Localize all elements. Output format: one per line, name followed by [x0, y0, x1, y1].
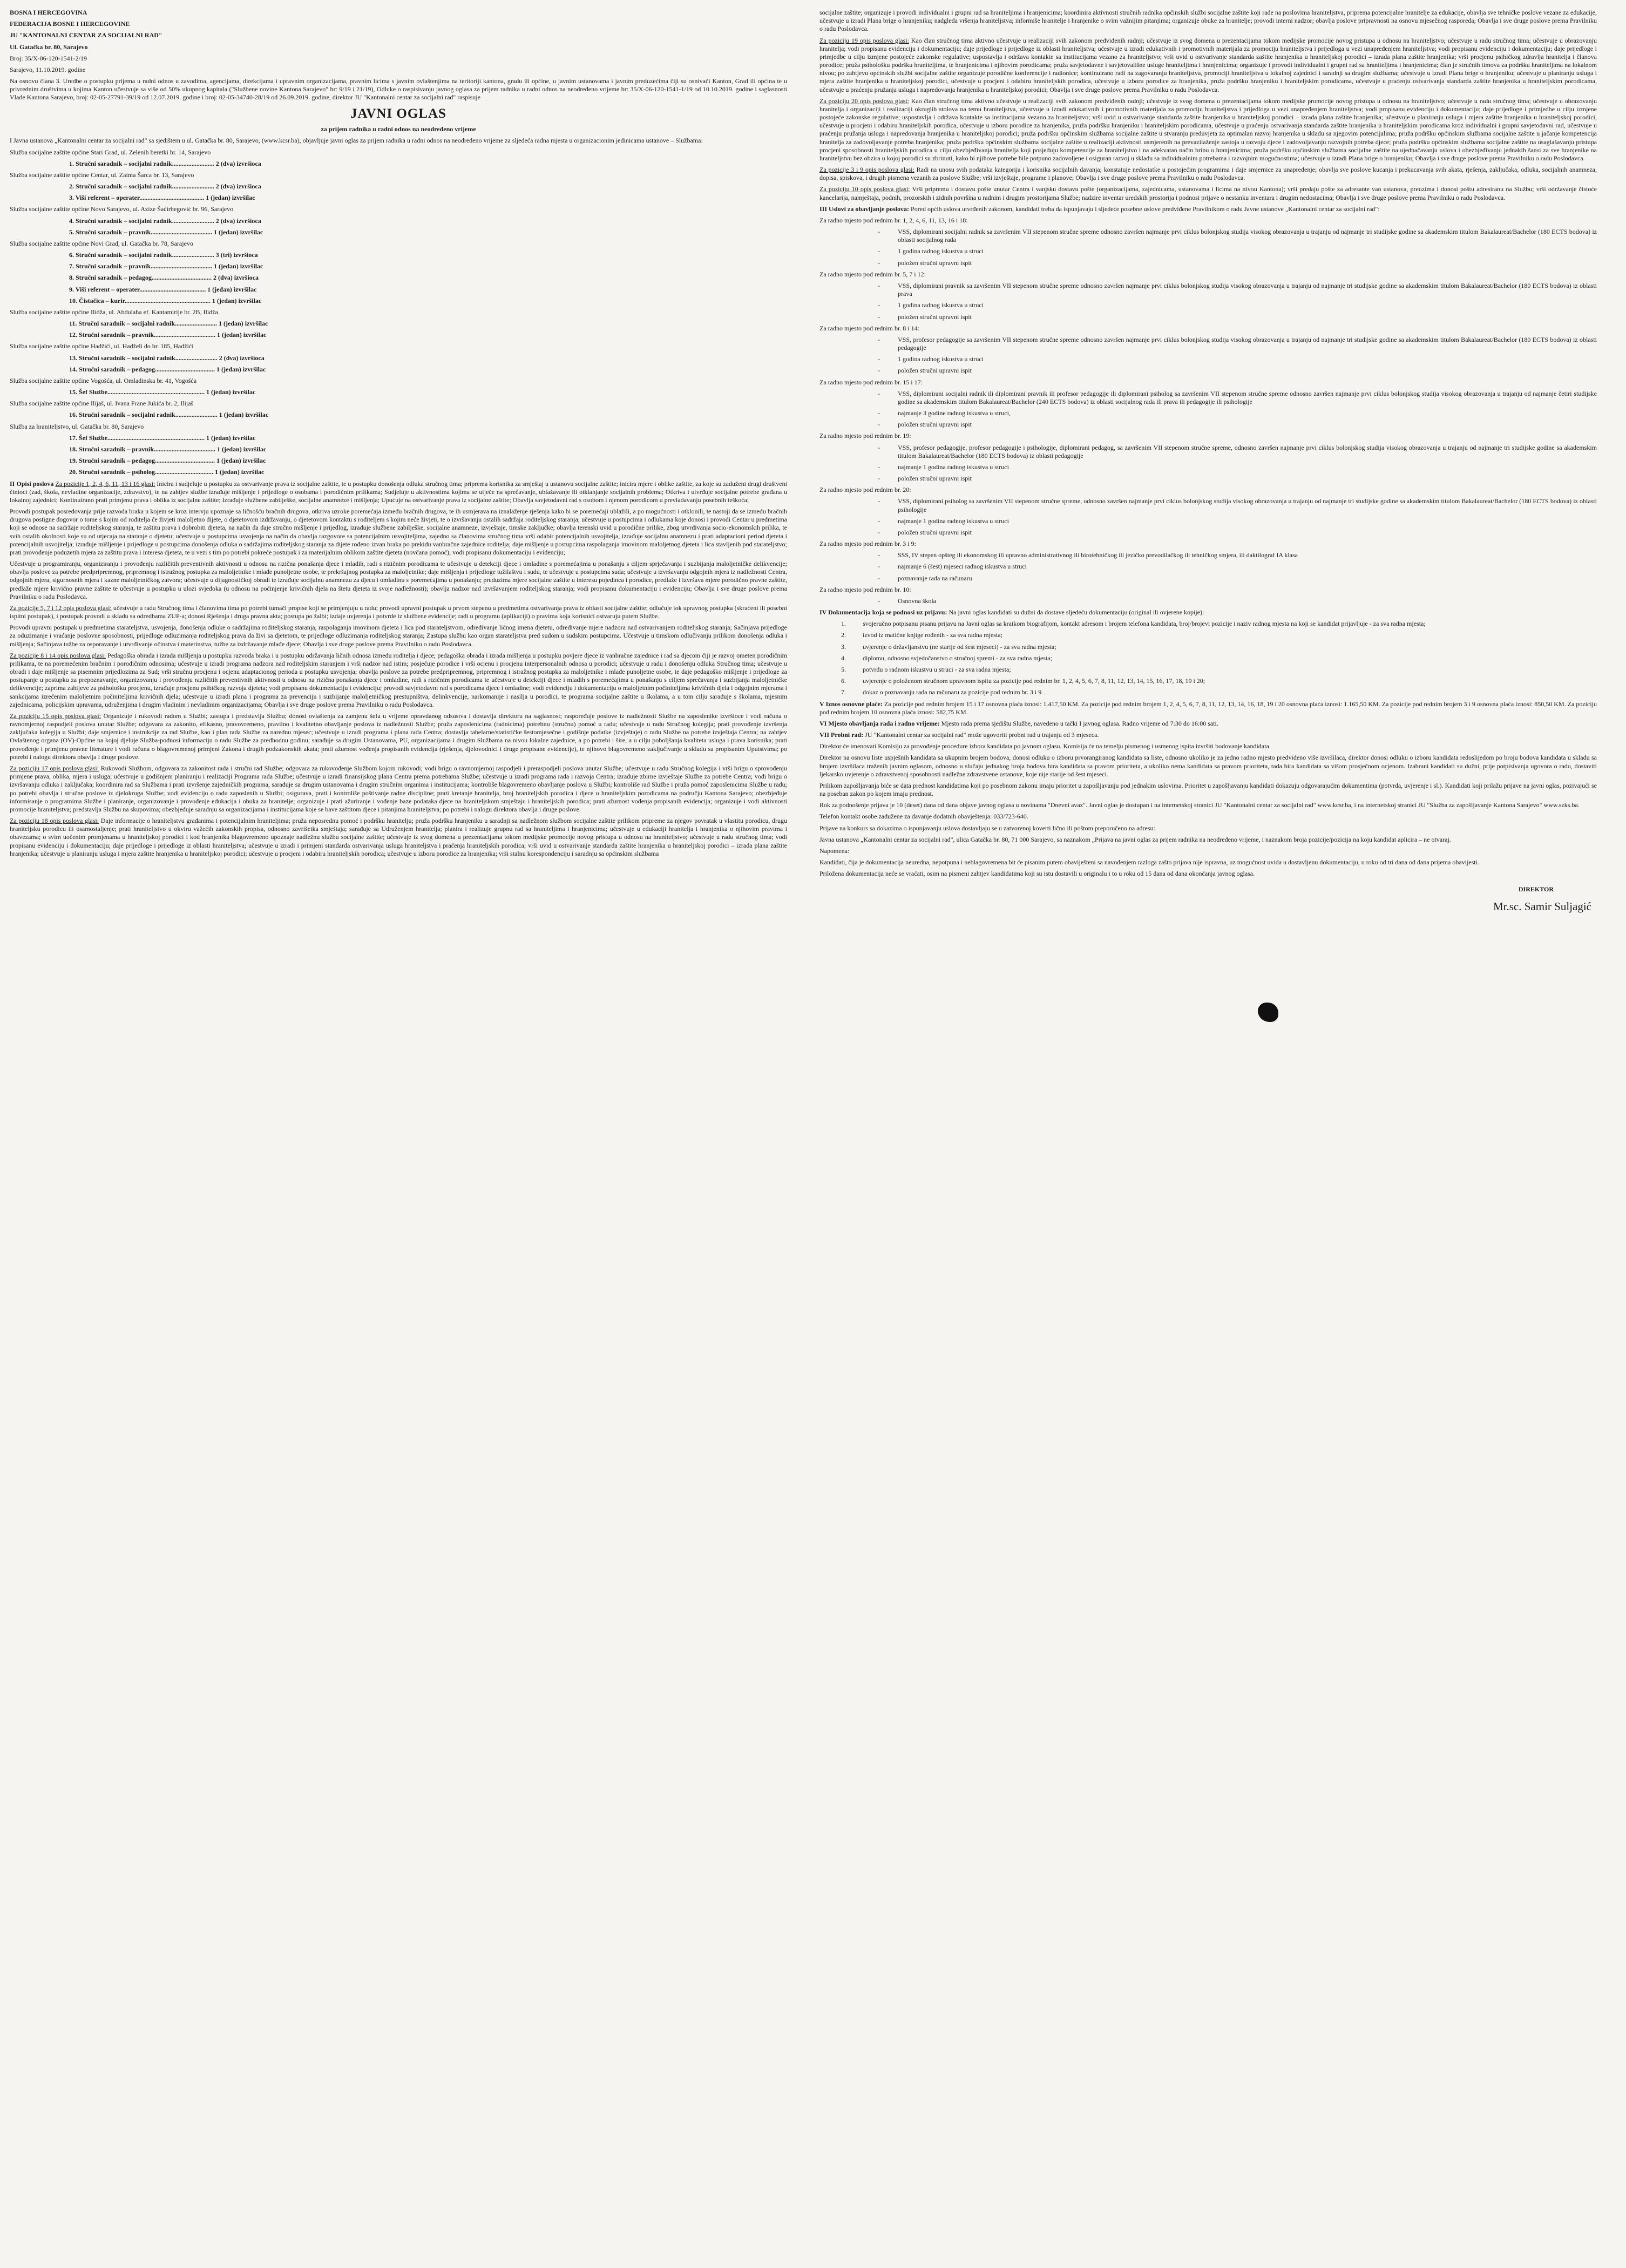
position-item: 16. Stručni saradnik – socijalni radnik.......................... 1 (jedan) izvršilac	[69, 411, 269, 419]
header-line: Ul. Gatačka br. 80, Sarajevo	[10, 43, 88, 51]
description-paragraph	[10, 604, 787, 620]
requirement-item: - najmanje 3 godine radnog iskustva u struci,	[819, 409, 1597, 417]
requirement-item: - VSS, profesor pedagogije sa završenim VII stepenom stručne spreme odnosno završen najmanje prvi ciklus bolonjskog studija visokog obrazovanja u trajanju od najmanje tri studijske godine sa akademskim titulom Bakalaureat/Bachelor (180 ECTS bodova) iz oblasti pedagogije	[819, 336, 1597, 352]
document-text: dokaz o poznavanju rada na računaru za pozicije pod rednim br. 3 i 9.	[863, 688, 1044, 696]
position-item: 20. Stručni saradnik – psiholog.................................... 1 (jedan) izvršilac	[69, 468, 265, 476]
office-name: Služba za hraniteljstvo, ul. Gatačka br. 80, Sarajevo	[10, 422, 144, 430]
requirement-item: - položen stručni upravni ispit	[819, 529, 1597, 537]
position-heading: Za pozicije 5, 7 i 12 opis poslova glasi:	[10, 604, 112, 612]
intro-paragraph: Na osnovu člana 3. Uredbe o postupku prijema u radni odnos u zavodima, agencijama, direkcijama i upravnim organizacijama, pravnim licima s javnim ovlaštenjima na teritoriji kantona, gradu ili općine, u javnim ustanovama i javnim preduzećima čiji su osnivači Kanton, Grad ili općina te u privrednim društvima u kojima Kanton učestvuje sa više od 50% ukupnog kapitala ("Službene novine Kantona Sarajevo" br: 9/19 i 21/19), Odluke o raspisivanju javnog oglasa za prijem radnika u radni odnos na neodređeno vrijeme br: 35/X-06-120-1541-1/19 od 10.10.2019. godine i saglasnosti Vlade Kantona Sarajevo, broj: 02-05-27791-39/19 od 12.07.2019. godine i broj: 02-05-34740-28/19 od 26.09.2019. godine, direktor JU "Kantonalni centar za socijalni rad" raspisuje	[10, 77, 787, 101]
description-paragraph	[819, 185, 1597, 201]
requirement-heading: Za radno mjesto pod rednim br. 10:	[819, 585, 911, 593]
position-item: 3. Viši referent – operater........................................ 1 (jedan) izvršilac	[69, 194, 255, 202]
salary-paragraph	[819, 700, 1597, 716]
salary-text: Za pozicije pod rednim brojem 15 i 17 osnovna plaća iznosi: 1.417,50 KM. Za pozicije pod rednim brojem 1, 2, 4, 5, 6, 7, 8, 11, 12, 13, 14, 16, 18, 19 i 20 osnovna plaća iznosi: 1.165,50 KM. Za pozicije pod rednim brojem 3 i 9 osnovna plaća iznosi: 850,50 KM. Za poziciju pod rednim brojem 10 osnovna plaća iznosi: 582,75 KM.	[819, 700, 1597, 716]
page-title: JAVNI OGLAS	[350, 106, 446, 121]
office-name: Služba socijalne zaštite općine Vogošća, ul. Omladinska br. 41, Vogošća	[10, 376, 197, 384]
document-number: 5.	[841, 666, 846, 673]
header-line: BOSNA I HERCEGOVINA	[10, 9, 87, 16]
description-paragraph	[10, 560, 787, 601]
requirement-item: - poznavanje rada na računaru	[819, 574, 1597, 583]
description-text: Provodi postupak posredovanja prije razvoda braka u kojem se kroz intervju upoznaje sa ličnošću bračnih drugova, otkriva uzroke poremećaja između bračnih drugova, te ih usmjerava na iznalaženje rješenja kako bi se poremećaji ublažili, a po mogućnosti i otklonili, te nastoji da se između bračnih drugova postigne dogovor o tome s kojim od roditelja će živjeti maloljetno dijete, o djetetovom izdržavanju, o djetetovom kontaktu s roditeljem s kojim neće živjeti, te o izvršavanju ostalih sadržaja roditeljskog staranja; učestvuje u postupcima i odlukama koje donosi i provodi Centar u predmetima koji se odnose na sadržaje roditeljskog staranja, te zaštitu prava i dobrobiti djeteta, na način da daje stručno mišljenje i prijedlog, izrađuje službene zabilješke, socijalne anamneze, izvještaje, timske zaključke; obavlja terenski uvid u porodične prilike, zbog utvrđivanja socio-ekonomskih prilika, te svih ostalih okolnosti koje su od utjecaja na staranje o djetetu; učestvuje u postupcima usvojenja na način da obavlja razgovore sa potencijalnim usvojiteljima, zajedno sa članovima stručnog tima vrši odabir potencijalnih usvojitelja, izrađuje socijalnu anamnezu i prati adaptacioni period djeteta i potencijalnih usvojitelja; izrađuje mišljenje i prijedloge u postupcima donošenja odluka o sadržajima roditeljskog staranja za dijete rođeno izvan braka po prekidu vanbračne zajednice roditelja; daje mišljenje u postupcima raspolaganja imovinom maloljetnog djeteta i lica stavljenih pod starateljstvo; prati provođenje poduzetih mjera za zaštitu prava i interesa djeteta, te u vezi s tim po potrebi pokreće postupak i za materijalnim oblikom zaštite djeteta (novčana pomoć); vodi propisanu dokumentaciju i evidenciju;	[10, 507, 787, 556]
position-item: 4. Stručni saradnik – socijalni radnik.......................... 2 (dva) izvršioca	[69, 216, 261, 225]
office-name: Služba socijalne zaštite općine Centar, ul. Zaima Šarca br. 13, Sarajevo	[10, 171, 194, 179]
position-item: 14. Stručni saradnik – pedagog..................................... 1 (jedan) izvršilac	[69, 365, 266, 373]
position-item: 19. Stručni saradnik – pedagog..................................... 1 (jedan) izvršilac	[69, 457, 266, 465]
position-item: 11. Stručni saradnik – socijalni radnik.......................... 1 (jedan) izvršilac	[69, 320, 268, 328]
description-paragraph	[819, 9, 1597, 33]
header-line: JU "KANTONALNI CENTAR ZA SOCIJALNI RAD"	[10, 31, 162, 39]
description-text: Pedagoška obrada i izrada mišljenja u postupku razvoda braka i u postupku održavanja ličnih odnosa između roditelja i djece; pedagoška obrada i izrada mišljenja u postupku povjere djece iz vanbračne zajednice i rad sa djecom čiji je razvoj ometen porodičnim prilikama, te na poremećenim bračnim i porodičnim odnosima; učestvuje u izradi programa nadzora nad roditeljskim staranjem i vrši nadzor nad istim; posjećuje porodice i vrši ocjenu i procjenu interpersonalnih odnosa u porodici; učestvuje u radu i donošenju odluka Stručnog tima; učestvuje u obradi i daje mišljenje sa pisemnim prijedlozima za Sud; vrši stručnu procjenu i ocjenu adaptacionog perioda u postupku usvojenja; obavlja poslove za potrebe predpripremnog, pripremnog i istražnog postupka za maloljetnike i mlađe punoljetne osobe, te daje pedagoško mišljenje i prijedloge za postupanje u postupku za prepoznavanje, organizovanju i provođenju različitih preventivnih aktivnosti u odnosu na rizična ponašanja djece i omladine, radi s rizičnim porodicama te učestvuje u detekciji djece i mladih s poremećajima u ponašanju s ciljem sprečavanja i suzbijanja maloljetničke delikvencije; zaprima zahtjeve za psihološku procjenu, izrađuje procjenu psihičkog razvoja djeteta; vodi propisanu dokumentaciju i evidenciju; provodi savjetodavni rad s porodicama djece i omladine; vodi evidenciju i dokumentaciju o maloljetnim počiniteljima krivičnih djela i odgojnim mjerama i sankcijama izrečenim maloljetnim počiniteljima krivičnih djela; učestvuje u izradi plana i programa za prevenciju i suzbijanje maloljetničkog prestupništva, delinkvencije, narkomanije i nasilja u porodici, te programa socijalne zaštite u školama, a u tom cilju sarađuje s školama, mjesnim zajednicama, policijskim upravama, udruženjima i drugim vladinim i nevladinim organizacijama; Obavlja i sve druge poslove prema Pravilniku o radu Poslodavca.	[10, 651, 787, 708]
description-paragraph	[819, 37, 1597, 94]
description-text: Rukovodi Službom, odgovara za zakonitost rada i stručni rad Službe; odgovara za rukovođenje Službom kojom rukovodi; vodi brigu o ravnomjernoj raspodjeli i preraspodjeli poslova unutar Službe; učestvuje u radu Stručnog kolegija i vrši brigu o sprovođenju primjene prava, oblika, mjera i usluga; učestvuje u godišnjem planiranju i realizaciji Programa rada Službe; učestvuje u izradi finansijskog plana Centra prema potrebama Službe; učestvuje u izradi programa rada i razvoja Centra; izrađuje zbirne izvještaje Službe za potrebe Centra; vodi brigu o izvršavanju odluka i zaključaka; koordinira rad sa Službama i prati izvršenje zajedničkih programa, sarađuje sa drugim ustanovama i drugim stručnim organima i institucijama; kontroliše blagovremeno obavljanje poslova u Službi; kontroliše rad Službe i pruža pomoć zaposlenicima Službe u radu; po potrebi obavlja i stručne poslove iz djelokruga Službe; vodi evidenciju o radu zaposlenih u Službi; osigurava, prati i kontroliše poštivanje radne discipline; prati kretanje hranitelja, broj hraniteljskih porodica i djece u hraniteljskim porodicama na području Kantona Sarajevo; obezbjeđuje informisanje o programima Službe i planiranje, organizovanje i provođenje edukacija i obuka za hranitelje; organizuje i prati ažuriranje i vođenje baze podataka djece na hraniteljskom smještaju i hraniteljskih porodica; prati ažurnost vođenja propisanih evidencija; organizuje i vodi aktivnosti promocije hraniteljstva; predstavlja Službu na skupovima; obezbjeđuje saradnju sa organizacijama i institucijama koje se bave zaštitom djece i pitanjima hraniteljstva; po potrebi i nalogu direktora obavlja i druge poslove.	[10, 764, 788, 813]
document-number: 1.	[841, 620, 846, 628]
closing-paragraph: Rok za podnošenje prijava je 10 (deset) dana od dana objave javnog oglasa u novinama "Dnevni avaz". Javni oglas je dostupan i na internetskoj stranici JU "Kantonalni centar za socijalni rad" www.kcsr.ba, i na internetskoj stranici JU "Služba za zapošljavanje Kantona Sarajevo" www.szks.ba.	[819, 801, 1580, 809]
document-date: Sarajevo, 11.10.2019. godine	[10, 65, 86, 73]
position-heading: Za poziciju 10 opis poslova glasi:	[819, 185, 910, 193]
position-item: 18. Stručni saradnik – pravnik...................................... 1 (jedan) izvršilac	[69, 445, 267, 453]
requirement-item: - 1 godina radnog iskustva u struci	[819, 355, 1597, 363]
requirement-heading: Za radno mjesto pod rednim br. 19:	[819, 432, 911, 440]
conditions-text: Pored općih uslova utvrđenih zakonom, kandidati treba da ispunjavaju i sljedeće posebne uslove predviđene Pravilnikom o radu Javne ustanove „Kantonalni centar za socijalni rad":	[911, 205, 1380, 213]
description-text: Učestvuje u programiranju, organiziranju i provođenju različitih preventivnih aktivnosti u odnosu na rizična ponašanja djece i mladih, radi s rizičnim porodicama te učestvuje u detekciji djece i omladine s poremećajima u ponašanju s ciljem sprječavanja i suzbijanja maloljetničke delikvencije; obavlja poslove za potrebe predpripremnog, pripremnog i istražnog postupka za maloljetnike i mlađe punoljetne osobe, te prekršajnog postupka za maloljetnike; daje mišljenja i prijedloge tužilaštvu i sudu, te učestvuje u postupcima suda; učestvuje u izvršavanju odgojnih mjera iz nadležnosti Centra, odgojnih mjera, sigurnosnih mjera i kazne maloljetničkog zatvora; učestvuje u dijagnostičkoj obradi te izrađuje socijalnu anamnezu za djecu i omladinu s poremećajima u ponašanju; preduzima mjere socijalne zaštite u interesu pojedinca i porodice, predlaže i izvršava mjere porodično pravne zaštite, predlaže mjere krivično pravne zaštite te učestvuje u postupku u ulozi svjedoka (u odnosu na počinjenje krivičnih djela na štetu djeteta iz svoje nadležnosti); obavlja nadzor nad izvršavanjem roditeljskog staranja; vodi propisanu dokumentaciju i evidenciju; Obavlja i sve druge poslove prema Pravilniku o radu Poslodavca.	[10, 560, 787, 600]
description-paragraph	[10, 652, 787, 709]
description-paragraph	[10, 480, 787, 505]
closing-paragraph: Telefon kontakt osobe zadužene za davanje dodatnih obavještenja: 033/723-640.	[819, 813, 1028, 821]
documents-list	[819, 620, 1597, 696]
position-item: 12. Stručni saradnik – pravnik...................................... 1 (jedan) izvršilac	[69, 331, 267, 339]
requirement-item: - VSS, diplomirani socijalni radnik sa završenim VII stepenom stručne spreme odnosno završen najmanje prvi ciklus bolonjskog studija visokog obrazovanja u trajanju od najmanje tri studijske godine sa akademskim titulom Bakalaureat/Bachelor (180 ECTS bodova) iz oblasti socijalnog rada	[819, 228, 1597, 244]
probation-text: JU "Kantonalni centar za socijalni rad" može ugovoriti probni rad u trajanju od 3 mjeseca.	[865, 731, 1099, 739]
requirement-item: - VSS, profesor pedagogije, profesor pedagogije i psihologije, diplomirani pedagog, sa završenim VII stepenom stručne spreme, odnosno završen najmanje prvi ciklus bolonjskog studija visokog obrazovanja u trajanju od najmanje tri studijske godine sa akademskim titulom Bakalaureat/Bachelor (180 ECTS bodova) iz oblasti pedagogije	[819, 444, 1597, 460]
documents-intro	[819, 608, 1597, 617]
requirement-heading: Za radno mjesto pod rednim br. 5, 7 i 12:	[819, 270, 926, 278]
workplace-text: Mjesto rada prema sjedištu Službe, navedeno u tački I javnog oglasa. Radno vrijeme od 7:30 do 16:00 sati.	[941, 719, 1218, 727]
page-subtitle: za prijem radnika u radni odnos na neodređeno vrijeme	[321, 125, 476, 133]
description-text: učestvuje u radu Stručnog tima i članovima tima po potrebi tumači propise koji se primjenjuju u radu; provodi upravni postupak u prvom stepenu u predmetima ostvarivanja prava iz oblasti socijalne zaštite; odlučuje tok upravnog postupka (skraćeni ili posebni ispitni postupak), i postupak provodi u skladu sa odredbama ZUP-a; donosi Rješenja i druga pravna akta; postupa po žalbi; izdaje uvjerenja i potvrde iz službene evidencije; radi u programu (aplikaciji) o pravima koja korisnici ostvaruju putem Službe.	[10, 604, 787, 620]
position-item: 10. Čistačica – kurir..................................................... 1 (jedan) izvršilac	[69, 296, 262, 304]
requirement-item: - SSS, IV stepen opšteg ili ekonomskog ili upravno administrativnog ili birotehničkog ili jezičko prevodilačkog ili tehničkog smjera, ili daktilograf IA klasa	[819, 551, 1597, 559]
document-text: uvjerenje o položenom stručnom upravnom ispitu za pozicije pod rednim br. 1, 2, 4, 5, 6, 7, 8, 11, 12, 13, 14, 15, 16, 17, 18, 19 i 20;	[863, 677, 1205, 685]
signature-block	[819, 885, 1597, 913]
requirement-item: - VSS, diplomirani pravnik sa završenim VII stepenom stručne spreme odnosno završen najmanje prvi ciklus bolonjskog studija visokog obrazovanja u trajanju od najmanje tri studijske godine sa akademskim titulom Bakalaureat/Bachelor (180 ECTS bodova) iz oblasti prava	[819, 282, 1597, 298]
closing-paragraph: Javna ustanova „Kantonalni centar za socijalni rad", ulica Gatačka br. 80, 71 000 Sarajevo, sa naznakom „Prijava na javni oglas za prijem radnika na neodređeno vrijeme, i naznakom broja pozicije/pozicija na koju kandidat aplicira – ne otvaraj.	[819, 835, 1451, 843]
conditions-heading: III Uslovi za obavljanje poslova:	[819, 205, 910, 213]
office-name: Služba socijalne zaštite općine Stari Grad, ul. Zelenih beretki br. 14, Sarajevo	[10, 148, 211, 156]
position-item: 9. Viši referent – operater......................................... 1 (jedan) izvršilac	[69, 285, 257, 293]
position-item: 17. Šef Službe............................................................ 1 (jedan) izvršilac	[69, 434, 256, 442]
document-item	[819, 620, 1597, 628]
position-heading: Za poziciju 19 opis poslova glasi:	[819, 36, 909, 44]
description-text: socijalne zaštite; organizuje i provodi individualni i grupni rad sa hraniteljima i hranjenicima; koordinira aktivnosti stručnih radnika općinskih službi socijalne zaštite koji rade na poslovima hraniteljstva, priprema potencijalne hranitelje za edukacije, obavlja sve tehničke poslove vezane za edukacije, učestvuje u izradi Plana brige o hranjeniku; nadgleda vršenja hraniteljstva; informiše hranitelje i hranjenike o svim važnijim pitanjima; organizuje obuke za hranitelje; provodi interni nadzor; obavlja poslove pripravnosti na osnovu mjesečnog rasporeda; Obavlja i sve druge poslove prema Pravilniku o radu Poslodavca.	[819, 9, 1597, 33]
document-text: izvod iz matične knjige rođenih - za sva radna mjesta;	[863, 631, 1002, 639]
documents-text: Na javni oglas kandidati su dužni da dostave sljedeću dokumentaciju (original ili ovjerene kopije):	[948, 608, 1204, 617]
description-text: Organizuje i rukovodi radom u Službi; zastupa i predstavlja Službu; donosi ovlaštenja za zamjenu šefa u vrijeme opravdanog odsustva i dostavlja direktoru na saglasnost; raspoređuje poslove iz nadležnosti Službe na zaposlenike izvršioce i vodi računa o ravnomjernoj raspodjeli poslova unutar Službe; odgovara za zakonito, efikasno, pravovremeno, pravilno i kvalitetno obavljanje poslova iz nadležnosti Službe; pruža zaposlenicima (radnicima) potrebnu (stručnu) pomoć u radu; učestvuje u radu Stručnog kolegija; prati provođenje izvršenja zaključaka kolegija u Službi; daje smjernice i instrukcije za rad Službe, kao i plan rada Službe za narednu mjesec; učestvuje u izradi programa i plana rada Centra; dostavlja tabelarne/statističke šestomjesečne i godišnje podatke (izvještaje) o radu Službe na potrebe izvještaja Centra; na zahtjev Ovlaštenog organa (OV)-Općine na kojoj djeluje Služba-podnosi informaciju o radu Službe za predhodnu godinu; sarađuje sa drugim Ustanovama, PU, organizacijama i drugim Službama na nivou lokalne zajednice, a po potrebi i šire, a u cilju poboljšanja kvaliteta usluga i prava korisnika; prati provođenje i primjenu pravne literature i vodi računa o blagovremenoj primjeni Zakona i drugih podzakonskih akata; prati ažurnost vođenja propisanih evidencija (rješenja, djelovodnici i druge propisane evidencije), te njihovo blagovremeno zaključivanje u skladu sa propisanim Uputstvima; po potrebi i nalogu direktora obavlja i druge poslove.	[10, 712, 788, 761]
office-name: Služba socijalne zaštite općine Hadžići, ul. Hadželi do br. 185, Hadžići	[10, 342, 194, 350]
conditions-list	[819, 216, 1597, 605]
closing-paragraph: Prijave na konkurs sa dokazima o ispunjavanju uslova dostavljaju se u zatvorenoj koverti lično ili poštom preporučeno na adresu:	[819, 824, 1155, 832]
position-item: 5. Stručni saradnik – pravnik...................................... 1 (jedan) izvršilac	[69, 228, 263, 236]
office-name: Služba socijalne zaštite općine Ilidža, ul. Abdulaha ef. Kantamirije br. 2B, Ilidža	[10, 308, 218, 316]
requirement-heading: Za radno mjesto pod rednim br. 20:	[819, 486, 911, 494]
position-heading: Za poziciju 20 opis poslova glasi:	[819, 97, 909, 105]
requirement-item: - položen stručni upravni ispit	[819, 367, 1597, 375]
description-text: Daje informacije o hraniteljstvu građanima i potencijalnim hraniteljima; pruža neposrednu pomoć i podršku hranitelju; pruža podršku hranjeniku u saradnji sa nadležnom službom socijalne zaštite prilikom pripreme za njegov povratak u vlastitu porodicu, drugu hraniteljsku porodicu ili osamostaljenje; prati hraniteljstvo u okviru važećih zakonskih propisa, odnosno zavrišetka smještaja; sarađuje sa Udruženjem hranitelja; planira i realizuje grupnu rad sa hraniteljima i hranjenicima; učestvuje u edukaciji hranitelja i hranjenika o njihovim pravima i obavezama; o svim uočenim promjenama u hraniteljskoj porodici i kod hranjenika blagovremeno upoznaje nadležnu službu socijalne zaštite; učestvuje iz svog domena u prezentacijama tokom medijske promocije novog pristupa u odnosu na hraniteljstvo; učestvuje u radu stručnog tima; vodi propisanu evidenciju i dokumentaciju; daje prijedloge i prijedloge iz oblasti hraniteljstva; učestvuje u izradi i primjeni standarda ostvarivanja usluga hraniteljstva i praćenja hraniteljskih porodica; vrši uvid u ostvarivanje standarda zaštite hranjenika u hraniteljskoj porodici – izrada plana zaštite hranjenika; učestvuje u planiranju usluga i mjera zaštite hranjenika u hraniteljskoj porodici; učestvuje u procjeni i odabiru hraniteljskih porodica; učestvuje u izboru porodice za hranjenika; vrši stalnu korespondenciju i saradnju sa općinskim službama	[10, 817, 787, 857]
description-paragraph	[819, 97, 1597, 163]
position-item: 1. Stručni saradnik – socijalni radnik.......................... 2 (dva) izvršioca	[69, 159, 261, 167]
section-one-intro: I Javna ustanova „Kantonalni centar za socijalni rad" sa sjedištem u ul. Gatačka br. 80, Sarajevo, (www.kcsr.ba), objavljuje javni oglas za prijem radnika u radni odnos na neodređeno vrijeme za sljedeća radna mjesta u organizacionim jedinicama ustanove – Službama:	[10, 137, 703, 145]
requirement-heading: Za radno mjesto pod rednim br. 1, 2, 4, 6, 11, 13, 16 i 18:	[819, 216, 968, 224]
signature-name: Mr.sc. Samir Suljagić	[1493, 899, 1591, 913]
position-heading: Za poziciju 15 opis poslova glasi:	[10, 712, 101, 720]
workplace-heading: VI Mjesto obavljanja rada i radno vrijeme:	[819, 719, 940, 727]
section-heading: II Opisi poslova	[10, 479, 54, 488]
position-item: 15. Šef Službe............................................................ 1 (jedan) izvršilac	[69, 388, 256, 396]
signature-role: DIREKTOR	[1518, 885, 1554, 893]
position-item: 6. Stručni saradnik – socijalni radnik.......................... 3 (tri) izvršioca	[69, 251, 258, 259]
document-text: uvjerenje o državljanstvu (ne starije od šest mjeseci) - za sva radna mjesta;	[863, 642, 1056, 651]
document-item	[819, 666, 1597, 674]
position-heading: Za pozicije 3 i 9 opis poslova glasi:	[819, 166, 914, 174]
offices-list	[10, 148, 787, 477]
closing-paragraph: Direktor će imenovati Komisiju za provođenje procedure izbora kandidata po javnom oglasu. Komisija će na temelju pismenog i usmenog ispita izvršiti bodovanje kandidata.	[819, 742, 1271, 750]
conditions-intro	[819, 205, 1597, 213]
probation-paragraph	[819, 731, 1597, 739]
documents-heading: IV Dokumentacija koja se podnosi uz prijavu:	[819, 608, 947, 617]
document-item	[819, 677, 1597, 685]
document-text: diplomu, odnosno svjedočanstvo o stručnoj spremi - za sva radna mjesta;	[863, 654, 1052, 662]
description-paragraph	[10, 712, 787, 761]
requirement-item: - položen stručni upravni ispit	[819, 421, 1597, 429]
position-item: 8. Stručni saradnik – pedagog..................................... 2 (dva) izvršioca	[69, 274, 259, 282]
document-number: 3.	[841, 642, 846, 651]
requirement-item: - 1 godina radnog iskustva u struci	[819, 301, 1597, 309]
requirement-heading: Za radno mjesto pod rednim br. 15 i 17:	[819, 378, 923, 386]
requirement-heading: Za radno mjesto pod rednim br. 8 i 14:	[819, 324, 919, 332]
closing-paragraph: Prilikom zapošljavanja biće se data prednost kandidatima koji po posebnom zakonu imaju prioritet u zapošljavanju pod jednakim uslovima. Prioritet u zapošljavanju kandidati dokazuju odgovarajućim dokumentima (potvrda, uvjerenje i sl.). Kandidati koji prilažu prijave na javni oglas, pozivajući se na poseban zakon po kojem imaju prednost.	[819, 781, 1597, 798]
description-text: Kao član stručnog tima aktivno učestvuje u realizaciji svih zakonom predviđenih radnji; učestvuje iz svog domena u prezentacijama tokom medijske promocije novog pristupa u odnosu na hraniteljstvo; učestvuje u radu stručnog tima; učestvuje u obrazovanju hranitelja; vodi propisanu evidenciju i dokumentaciju; daje prijedloge i prijedloge iz oblasti hraniteljstva; učestvuje u izradi edukativnih i promotivnih materijala za promociju hraniteljstva i prijedloga u vezi unapređenjem hraniteljstva; vodi propisanu evidenciju i dokumentaciju; daje prijedloge i primjedbe u cilju izmjene postojeće zakonske regulative; uspostavlja i održava kontakte sa institucijama vezano za hraniteljstvo; vrši uvid u ostvarivanje standarda zaštite hranjenika u hraniteljskoj porodici – izrada plana zaštite hranjenika; vrši procjenu psihičkog zdravlja hranitelja i članova porodice; pruža psihološku podršku hraniteljima, te hranjenicima i njihovim porodicama; pruža savjetodavne i savjetovališne usluge hraniteljima i hranjenicima; organizuje i provodi individualni i grupni rad sa hraniteljima i hranjenicima; član je stručnih timova za podršku hraniteljima na lokalnom nivou; po zahtjevu općinskih službi socijalne zaštite organizuje porodične konferencije i radionice; kontinuirano radi na zagovaranju hraniteljstva, promociji hraniteljstva u lokalnoj zajednici i saradnji sa drugim službama; učestvuje u izradi Plana brige o hranjeniku; učestvuje u planiranju usluga i mjera zaštite hranjenika u hraniteljskoj porodici, učestvuje u procjeni i odabiru hraniteljskih porodica, učestvuje u izboru porodice za hranjenika, pruža podršku hranjeniku i hraniteljskim porodicama, učestvuje u praćenju ostvarivanja standarda zaštite hranjenika u hraniteljskim porodicama, učestvuje u praćenju pružanja usluga i napredovanja hranjenika u hraniteljskoj porodici; Obavlja i sve druge poslove prema Pravilniku o radu Poslodavca.	[819, 36, 1597, 93]
closing-section	[819, 742, 1597, 878]
description-text: Provodi upravni postupak u predmetima starateljstva, usvojenja, donošenja odluke o sadržajima roditeljskog staranja, raspolaganja imovinom djeteta i lica pod starateljstvom, određivanje ličnog imena djetetu, određivanje mjere nadzora nad ostvarivanjem roditeljskog staranja; Sačinjava prijedloge za oduzimanje i vraćanje poslovne sposobnosti, prijedloge odluzimanja roditeljskog prava da živi sa djetetom, te prijedloge odluzimanja roditeljskog staranja; Zastupa službu kao organ starateljstva pred sudom u sudskim postupcima. Učestvuje u timskom odlučivanju prilikom donošenja odluka i mišljenja; Sačinjava tužbe za osporavanje i utvrđivanje očinstva i materinstva, tužbe za izdržavanje mlađe djece; Obavlja i sve druge poslove prema Pravilniku o radu Poslodavca.	[10, 624, 787, 648]
document-text: svojeručno potpisanu pisanu prijavu na Javni oglas sa kratkom biografijom, kontakt adresom i brojem telefona kandidata, broj/brojevi pozicije i naziv radnog mjesta na koji se kandidat prijavljuje - za sva radna mjesta;	[863, 620, 1426, 628]
position-heading: Za pozicije 1, 2, 4, 6, 11, 13 i 16 glasi:	[55, 479, 155, 488]
requirement-item: - 1 godina radnog iskustva u struci	[819, 247, 1597, 255]
description-paragraph	[10, 764, 787, 814]
description-text: Inicira i sudjeluje u postupku za ostvarivanje prava iz socijalne zaštite, te u postupku donošenja odluka stručnog tima; priprema korisnika za smještaj u ustanovu socijalne zaštite; inicira mjere i oblike zaštite, za koje su zaduženi drugi društveni činioci (zad, škola, nevladine organizacije, zdravstvo), te na zahtjev službe izrađuje mišljenje i prijedloge o osobama i porodičnim prilikama; Sudjeluje u aktivnostima kojima se utječe na sprečavanje, ublažavanje ili otklanjanje socijalnih problema; Otkriva i utvrđuje socijalne potrebe građana u lokalnoj zajednici; Kontinuirano prati primjenu prava i oblika iz socijalne zaštite; Izrađuje službene zabilješke, socijalne anamneze i mišljenja; Upućuje na ostvarivanje prava iz socijalne zaštite; Obavlja savjetodavni rad s osobom i njenom porodicom u prevladavanju posebnih teškoća;	[10, 479, 788, 504]
header-line: FEDERACIJA BOSNE I HERCEGOVINE	[10, 20, 130, 28]
document-number: 2.	[841, 631, 846, 639]
requirement-item: - najmanje 1 godina radnog iskustva u struci	[819, 517, 1597, 525]
requirement-item: - položen stručni upravni ispit	[819, 475, 1597, 483]
position-item: 7. Stručni saradnik – pravnik...................................... 1 (jedan) izvršilac	[69, 262, 263, 270]
description-paragraph	[819, 166, 1597, 182]
workplace-paragraph	[819, 720, 1597, 728]
job-descriptions	[10, 480, 787, 858]
document-number: 7.	[841, 688, 846, 696]
left-column	[10, 9, 787, 2268]
description-text: Radi na unosu svih podataka kategorija i korisnika socijalnih davanja; konstatuje nedostatke u postojećim programima i daje smjernice za unapređenje; obavlja sve poslove kucanja i prekucavanja svih akata, rješenja, zaključaka, odluka, socijalnih anamneza, dopisa, spiskova, i drugih pismena vezanih za poslove Službe; vrši izvještaje, programe i planove; Obavlja i sve druge poslove prema Pravilniku o radu Poslodavca.	[819, 166, 1597, 182]
office-name: Služba socijalne zaštite općine Novi Grad, ul. Gatačka br. 78, Sarajevo	[10, 239, 193, 247]
position-item: 13. Stručni saradnik – socijalni radnik.......................... 2 (dva) izvršioca	[69, 354, 265, 362]
document-number: Broj: 35/X-06-120-1541-2/19	[10, 54, 87, 62]
requirement-item: - VSS, diplomirani psiholog sa završenim VII stepenom stručne spreme, odnosno završen najmanje prvi ciklus bolonjskog studija visokog obrazovanja u trajanju od najmanje tri studijske godine sa akademskim titulom Bakalaureat/Bachelor (180 ECTS bodova) iz oblasti psihologije	[819, 497, 1597, 513]
position-heading: Za poziciju 17 opis poslova glasi:	[10, 764, 99, 772]
closing-paragraph: Napomena:	[819, 847, 850, 855]
closing-paragraph: Kandidati, čija je dokumentacija neuredna, nepotpuna i neblagovremena bit će pisanim putem obaviješteni sa navođenjem razloga zašto prijava nije ispravna, uz mogućnost uvida u dostavljenu dokumentaciju, u roku od tri dana od dana prijema obavijesti.	[819, 858, 1479, 866]
office-name: Služba socijalne zaštite općine Novo Sarajevo, ul. Azize Šaćirbegović br. 96, Sarajevo	[10, 205, 234, 213]
position-heading: Za poziciju 18 opis poslova glasi:	[10, 817, 99, 825]
requirement-item: - Osnovna škola	[819, 597, 1597, 605]
requirement-item: - najmanje 1 godina radnog iskustva u struci	[819, 463, 1597, 471]
closing-paragraph: Direktor na osnovu liste uspješnih kandidata sa ukupnim brojem bodova, donosi odluku o izboru prvorangiranog kandidata sa liste, odnosno ukoliko je za jedno radno mjesto predviđeno više izvršilaca, direktor donosi odluku o izboru kandidata redoslijedom po broju bodova kandidata u skladu sa brojem izvršilaca traženih javnim oglasom, odnosno u slučaju jednakog broja bodova bira kandidata sa pravom prioriteta, a ukoliko nema kandidata sa pravom prioriteta, tada bira kandidata sa višom prosječnom ocjenom. Izabrani kandidati su dužni, prije potpisivanja ugovora o radu, dostaviti ljekarsko uvjerenje o zdravstvenoj sposobnosti nadležne zdravstvene ustanove, koje nije starije od šest mjeseci.	[819, 754, 1597, 778]
requirement-heading: Za radno mjesto pod rednim br. 3 i 9:	[819, 540, 916, 548]
requirement-item: - položen stručni upravni ispit	[819, 313, 1597, 321]
description-text: Kao član stručnog tima aktivno učestvuje u realizaciji svih zakonom predviđenih radnji; učestvuje iz svog domena u prezentacijama tokom medijske promocije novog pristupa u odnosu na hraniteljstvo; učestvuje u radu stručnog tima; učestvuje u obrazovanju hranitelja i organizaciji i realizaciji okruglih stolova na temu hraniteljstva, učestvuje u izradi edukativnih i promotivnih materijala za promociju hraniteljstva i prijedloga u vezi unapređenjem hraniteljstva; vodi propisanu evidenciju i dokumentaciju; daje prijedloge i primjedbe u cilju izmjene postojeće zakonske regulative; uspostavlja i održava kontakte sa institucijama vezano za hraniteljstvo; vrši uvid u ostvarivanje standarda zaštite hranjenika u hraniteljskoj porodici – izrada plana zaštite hranjenika; učestvuje u planiranju usluga i mjera zaštite hranjenika u hraniteljskoj porodici, učestvuje u procjeni i odabiru hraniteljskih porodica, učestvuje u izboru porodice za hranjenika, pruža podršku hranjeniku i hraniteljskim porodicama, učestvuje u praćenju ostvarivanja standarda zaštite hranjenika u hraniteljskim porodicama kroz individualni i grupni savjetodavni rad, učestvuje u praćenju pružanja usluga i napredovanja hranjenika u hraniteljskoj porodici; pruža podršku općinskim službama socijalne zaštite u stvaranju preduvjeta za optimalan razvoj hranjenika u skladu sa njegovim potencijalima; pruža podršku općinskim službama socijalne zaštite u jačanje kompetencija hranitelja za zadovoljavanje potreba hranjenika; pruža podršku općinskim službama socijalne zaštite u realizaciji aktivnosti usmjerenih na prevazilaženje zastoja u razvoju djece i zadovoljavanju razvojnih potreba djece; pruža podršku općinskim službama socijalne zaštite na usaglašavanju pristupa procjeni sposobnosti hraniteljskih porodica u cilju obezbjeđivanja hranitelja koji posjeduju kompetencije za hraniteljstvo i na adekvatan način brinu o hranjenicima; pruža podršku općinskim službama socijalne zaštite na ujednačavanju uslova i obezbjeđivanju jednakih šansi za sve hranjenike na hraniteljstvu bez obzira u kojoj porodici su zbrinuti, kako bi njihove potrebe bile potpuno zadovoljene i osiguran razvoj u skladu sa individualnim potrebama i razvojnim mogućnostima; učestvuje u izradi Plana brige o hranjeniku; Obavlja i sve druge poslove prema Pravilniku o radu Poslodavca.	[819, 97, 1597, 162]
description-paragraph	[10, 624, 787, 648]
requirement-item: - VSS, diplomirani socijalni radnik ili diplomirani pravnik ili profesor pedagogije ili diplomirani psiholog sa završenim VII stepenom stručne spreme odnosno završen najmanje prvi ciklus bolonjskog studija visokog obrazovanja u trajanju od najmanje četiri studijske godine sa akademskim titulom Bakalaureat/Bachelor (240 ECTS bodova) iz oblasti socijalnog rada ili prava ili pedagogije ili psihologije	[819, 390, 1597, 406]
closing-paragraph: Priložena dokumentacija neće se vraćati, osim na pismeni zahtjev kandidatima koji su istu dostavili u originalu i to u roku od 15 dana od dana okončanja javnog oglasa.	[819, 870, 1255, 878]
description-paragraph	[10, 507, 787, 557]
document-item	[819, 643, 1597, 651]
document-number: 6.	[841, 677, 846, 685]
description-paragraph	[10, 817, 787, 858]
description-text: Vrši pripremu i dostavu pošte unutar Centra i vanjsku dostavu pošte (organizacijama, zajednicama, ustanovama i licima na nivou Kantona); vrši predaju pošte za adresante van ustanova, preuzima i donosi poštu adresiranu na Službu; vrši održavanje čistoće kancelarija, namještaja, podnih, prozorskih i zidnih površina u radnim i drugim prostorijama Službe; nadzire inventar uredskih prostorija i podnosi prijave o nestanku inventara i drugim nedostacima; Obavlja i sve druge poslove prema Pravilniku o radu Poslodavca.	[819, 185, 1597, 201]
document-item	[819, 654, 1597, 662]
job-descriptions-continued	[819, 9, 1597, 202]
salary-heading: V Iznos osnovne plaće:	[819, 700, 883, 708]
position-item: 2. Stručni saradnik – socijalni radnik.......................... 2 (dva) izvršioca	[69, 182, 261, 191]
document-item	[819, 688, 1597, 696]
right-column	[819, 9, 1597, 2268]
position-heading: Za pozicije 8 i 14 opis poslova glasi:	[10, 651, 106, 659]
probation-heading: VII Probni rad:	[819, 731, 864, 739]
requirement-item: - položen stručni upravni ispit	[819, 259, 1597, 267]
office-name: Služba socijalne zaštite općine Ilijaš, ul. Ivana Frane Jukića br. 2, Ilijaš	[10, 400, 194, 408]
document-item	[819, 631, 1597, 639]
requirement-item: - najmanje 6 (šest) mjeseci radnog iskustva u struci	[819, 563, 1597, 571]
document-number: 4.	[841, 654, 846, 662]
document-text: potvrdu o radnom iskustvu u struci - za sva radna mjesta;	[863, 666, 1011, 673]
